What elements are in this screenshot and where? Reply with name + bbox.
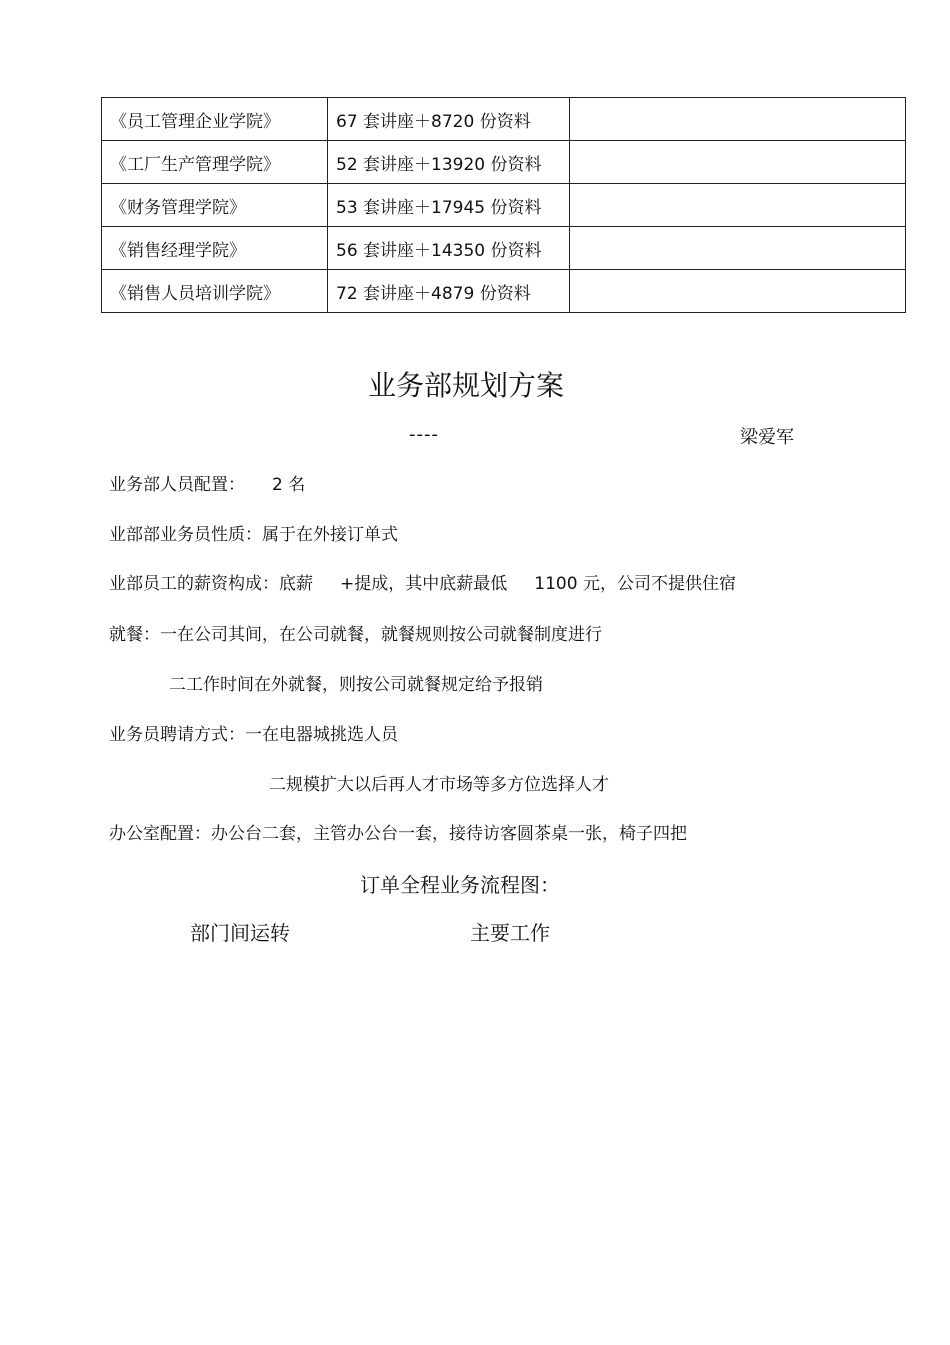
flow-column-departments: 部门间运转 xyxy=(190,921,290,945)
course-note-cell xyxy=(570,98,906,141)
meal-line: 就餐：一在公司其间，在公司就餐，就餐规则按公司就餐制度进行 xyxy=(109,625,602,645)
flow-chart-title: 订单全程业务流程图： xyxy=(360,873,560,897)
course-name-cell: 《财务管理学院》 xyxy=(102,184,328,227)
course-name-cell: 《员工管理企业学院》 xyxy=(102,98,328,141)
course-note-cell xyxy=(570,141,906,184)
title-dashes: ---- xyxy=(409,424,439,445)
table-row xyxy=(102,141,906,184)
table-row xyxy=(102,98,906,141)
course-note-cell xyxy=(570,227,906,270)
document-title: 业务部规划方案 xyxy=(367,369,564,402)
hiring-line-2: 二规模扩大以后再人才市场等多方位选择人才 xyxy=(269,775,609,795)
table-row xyxy=(102,270,906,313)
meal-line-2: 二工作时间在外就餐，则按公司就餐规定给予报销 xyxy=(169,675,543,695)
hiring-line: 业务员聘请方式：一在电器城挑选人员 xyxy=(109,725,398,745)
staff-nature-line: 业部部业务员性质：属于在外接订单式 xyxy=(109,525,398,545)
course-content-cell: 72 套讲座＋4879 份资料 xyxy=(328,270,570,313)
course-table xyxy=(101,97,906,313)
course-note-cell xyxy=(570,270,906,313)
table-row xyxy=(102,184,906,227)
course-name-cell: 《销售人员培训学院》 xyxy=(102,270,328,313)
course-content-cell: 67 套讲座＋8720 份资料 xyxy=(328,98,570,141)
office-config-line: 办公室配置：办公台二套，主管办公台一套，接待访客圆茶桌一张，椅子四把 xyxy=(109,824,687,844)
course-content-cell: 53 套讲座＋17945 份资料 xyxy=(328,184,570,227)
table-row xyxy=(102,227,906,270)
course-content-cell: 56 套讲座＋14350 份资料 xyxy=(328,227,570,270)
flow-column-main-work: 主要工作 xyxy=(470,921,550,945)
course-content-cell: 52 套讲座＋13920 份资料 xyxy=(328,141,570,184)
course-note-cell xyxy=(570,184,906,227)
course-name-cell: 《工厂生产管理学院》 xyxy=(102,141,328,184)
author-name: 梁爱军 xyxy=(740,427,794,448)
course-name-cell: 《销售经理学院》 xyxy=(102,227,328,270)
salary-line: 业部员工的薪资构成：底薪 +提成，其中底薪最低 1100 元，公司不提供住宿 xyxy=(109,574,736,594)
staff-config-line: 业务部人员配置： 2 名 xyxy=(109,475,306,495)
